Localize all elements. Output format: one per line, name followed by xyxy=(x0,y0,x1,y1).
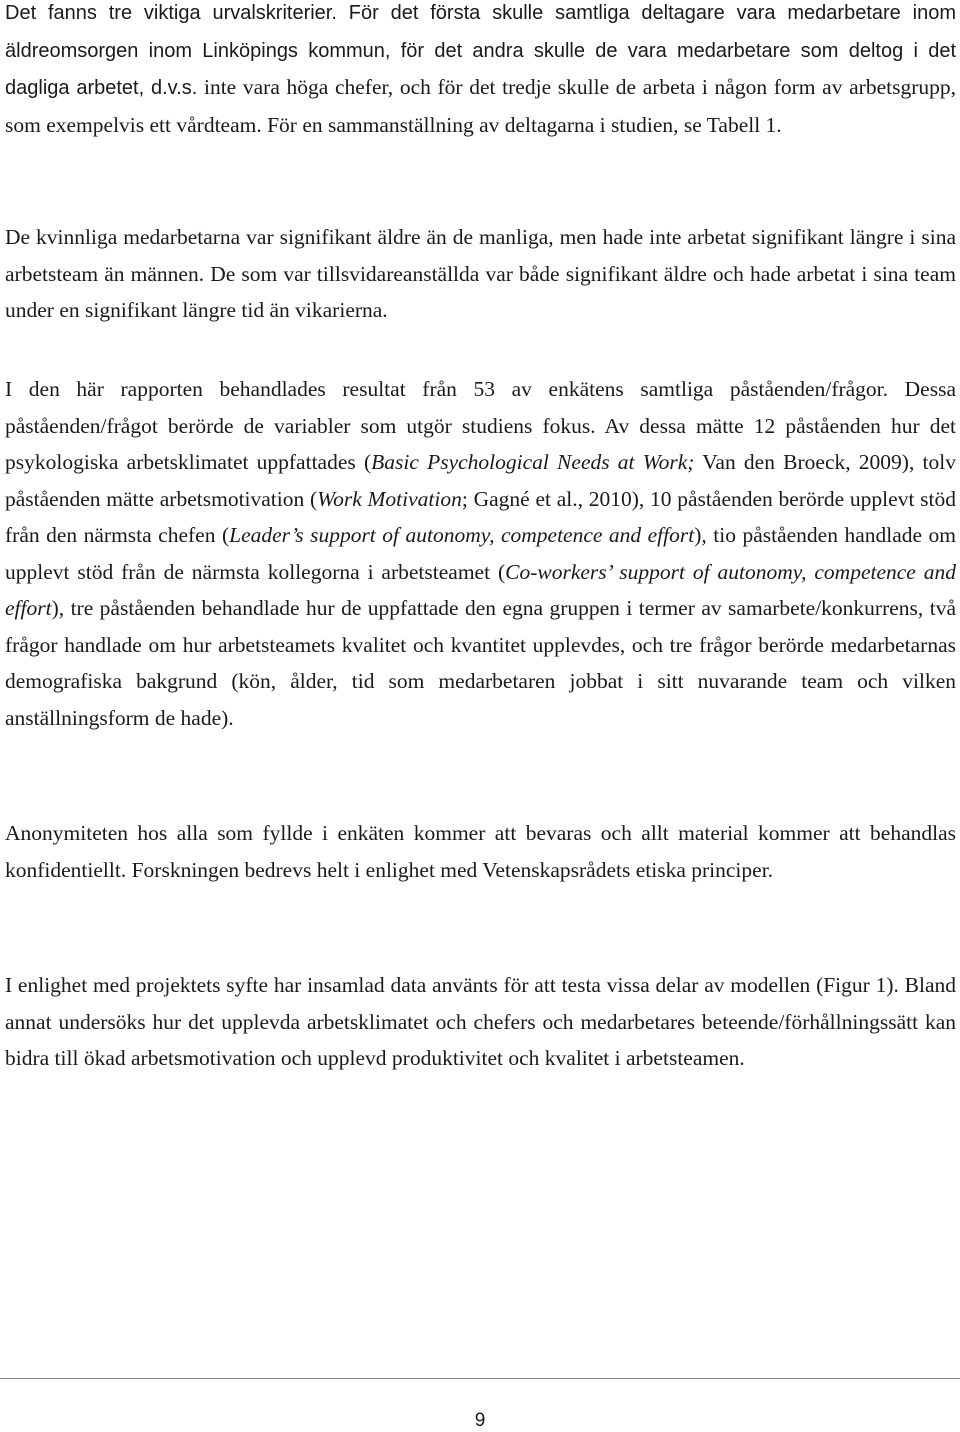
footer-divider xyxy=(0,1378,960,1379)
paragraph-selection-criteria xyxy=(5,0,956,143)
paragraph-3-italic-4: Co-workers’ support of autonomy, competence and effort xyxy=(5,559,956,620)
paragraph-1-serif-part: inte vara höga chefer, och för det tredje skulle de arbeta i någon form av arbetsgrupp, som exempelvis ett vårdteam. För en sammanställning av deltagarna i studien, se Tabell 1. xyxy=(5,75,956,137)
page-number: 9 xyxy=(474,1410,486,1431)
paragraph-participant-differences: De kvinnliga medarbetarna var signifikant äldre än de manliga, men hade inte arbetat signifikant längre i sina arbetsteam än männen. De som var tillsvidareanställda var både signifikant äldre och hade arbetat i sina team under en signifikant längre tid än vikarierna. xyxy=(5,225,956,322)
paragraph-3-text-5: ), tre påståenden behandlade hur de uppfattade den egna gruppen i termer av samarbete/konkurrens, två frågor handlade om hur arbetsteamets kvalitet och kvantitet upplevdes, och tre frågor berörde medarbetarnas demografiska bakgrund (kön, ålder, tid som medarbetaren jobbat i sitt nuvarande team och vilken anställningsform de hade). xyxy=(5,596,956,730)
paragraph-anonymity: Anonymiteten hos alla som fyllde i enkäten kommer att bevaras och allt material kommer att behandlas konfidentiellt. Forskningen bedrevs helt i enlighet med Vetenskapsrådets etiska principer. xyxy=(5,821,956,882)
paragraph-3-italic-1: Basic Psychological Needs at Work; xyxy=(371,450,695,474)
paragraph-survey-measures xyxy=(5,371,956,736)
paragraph-3-italic-2: Work Motivation xyxy=(317,486,462,511)
paragraph-3-text-2: Van den Broeck, 2009), tolv påståenden mätte arbetsmotivation ( xyxy=(5,450,956,511)
paragraph-3-italic-3: Leader’s support of autonomy, competence and effort xyxy=(229,523,695,547)
paragraph-3-text-3: ; Gagné et al., 2010), 10 påståenden berörde upplevt stöd från den närmsta chefen ( xyxy=(5,486,957,547)
paragraph-3-text-4: ), tio påståenden handlade om upplevt stöd från de närmsta kollegorna i arbetsteamet ( xyxy=(5,523,957,584)
paragraph-1-sans-part: Det fanns tre viktiga urvalskriterier. För det första skulle samtliga deltagare vara medarbetare inom äldreomsorgen inom Linköpings kommun, för det andra skulle de vara medarbetare som deltog i det dagliga arbetet, d.v.s. xyxy=(5,2,956,99)
paragraph-project-purpose: I enlighet med projektets syfte har insamlad data använts för att testa vissa delar av modellen (Figur 1). Bland annat undersöks hur det upplevda arbetsklimatet och chefers och medarbetares beteende/förhållningssätt kan bidra till ökad arbetsmotivation och upplevd produktivitet och kvalitet i arbetsteamen. xyxy=(5,973,956,1070)
paragraph-3-text-1: I den här rapporten behandlades resultat från 53 av enkätens samtliga påståenden/frågor. Dessa påståenden/frågot berörde de variabler som utgör studiens fokus. Av dessa mätte 12 påståenden hur det psykologiska arbetsklimatet uppfattades ( xyxy=(5,377,956,474)
